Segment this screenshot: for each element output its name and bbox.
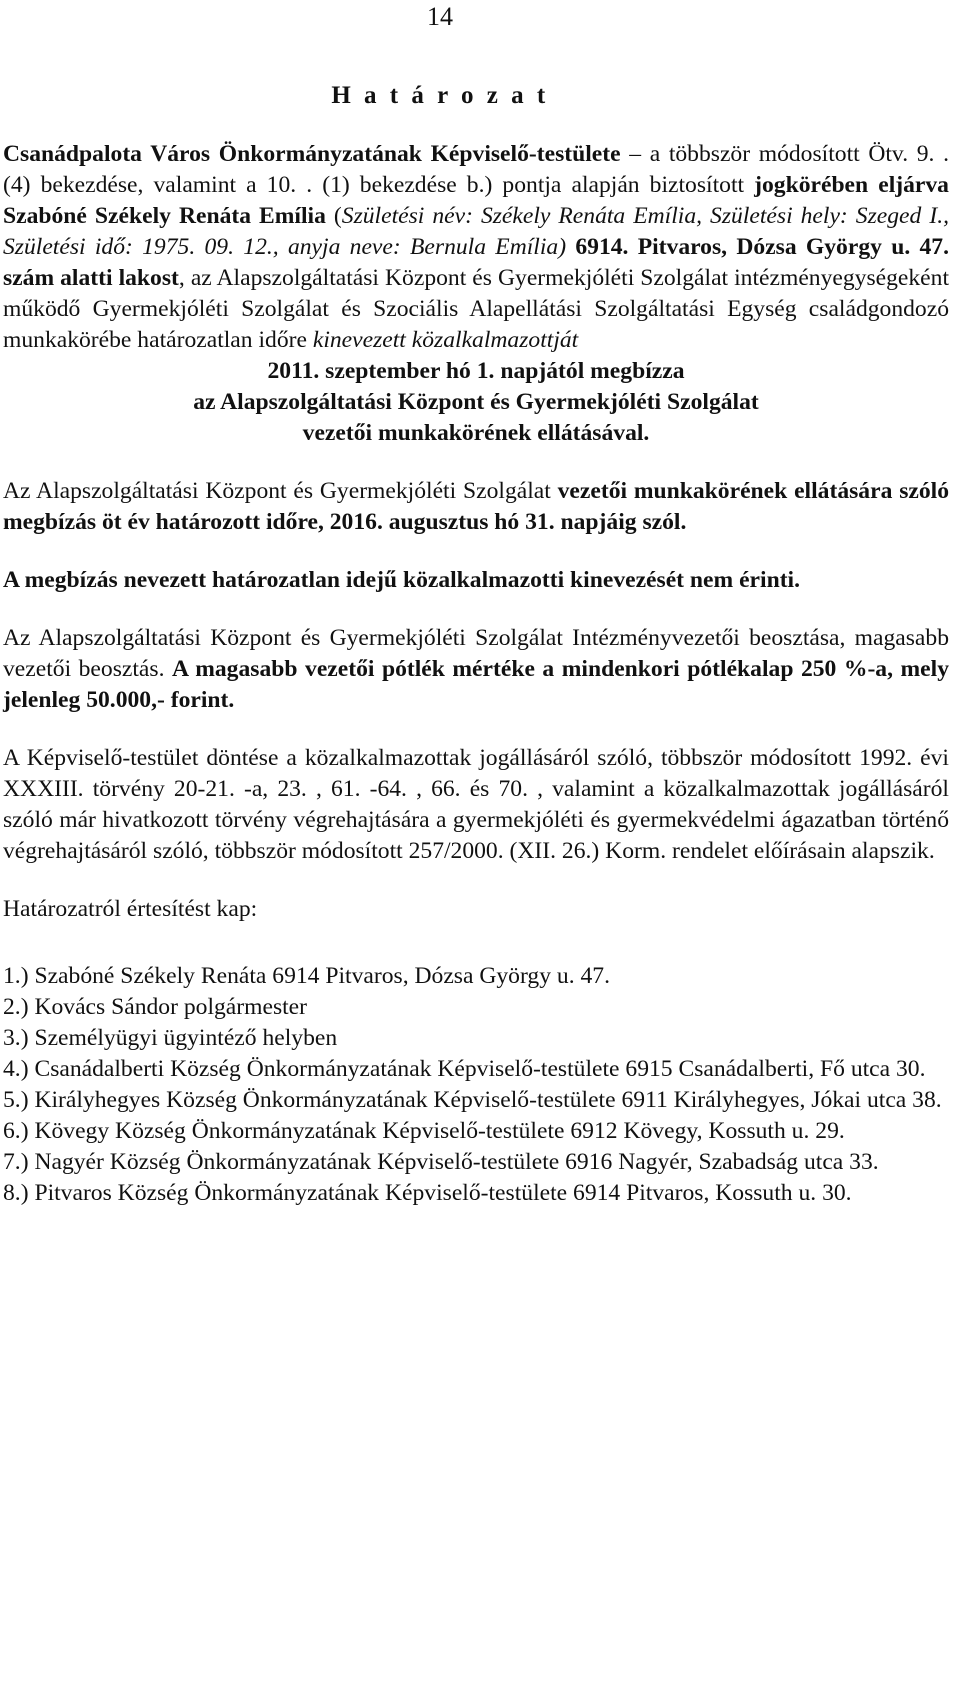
paragraph-not-affected: A megbízás nevezett határozatlan idejű közalkalmazotti kinevezését nem érinti. — [3, 567, 801, 593]
paragraph-term: Az Alapszolgáltatási Központ és Gyermekjóléti Szolgálat vezetői munkakörének ellátására szóló megbízás öt év határozott időre, 2016. augusztus hó 31. napjáig szól. — [3, 478, 949, 535]
address: 6914. Pitvaros, Dózsa György u. 47. szám alatti lakost — [3, 234, 949, 291]
paragraph-decision-intro: Csanádpalota Város Önkormányzatának Képviselő-testülete – a többször módosított Ötv. 9. . (4) bekezdése, valamint a 10. . (1) bekezdése b.) pontja alapján biztosított jogkörében eljárva Szabóné Székely Renáta Emília (Születési név: Székely Renáta Emília, Születési hely: Szeged I., Születési idő: 1975. 09. 12., anyja neve: Bernula Emília) 6914. Pitvaros, Dózsa György u. 47. szám alatti lakost, az Alapszolgáltatási Központ és Gyermekjóléti Szolgálat intézményegységeként működő Gyermekjóléti Szolgálat és Szociális Alapellátási Szolgáltatási Egység családgondozó munkakörébe határozatlan időre kinevezett közalkalmazottját — [3, 141, 949, 353]
page-number: 14 — [427, 2, 453, 31]
council-name: Csanádpalota Város Önkormányzatának Képviselő-testülete — [3, 141, 621, 167]
list-item: 4.) Csanádalberti Község Önkormányzatának Képviselő-testülete 6915 Csanádalberti, Fő utca 30. — [3, 1056, 926, 1082]
list-item: 6.) Kövegy Község Önkormányzatának Képviselő-testülete 6912 Kövegy, Kossuth u. 29. — [3, 1118, 845, 1144]
recipients-list — [3, 961, 949, 1209]
paragraph-legal-basis: A Képviselő-testület döntése a közalkalmazottak jogállásáról szóló, többször módosított 1992. évi XXXIII. törvény 20-21. -a, 23. , 61. -64. , 66. és 70. , valamint a közalkalmazottak jogállásáról szóló már hivatkozott törvény végrehajtására a gyermekjóléti és gyermekvédelmi ágazatban történő végrehajtásáról szóló, többször módosított 257/2000. (XII. 26.) Korm. rendelet előírásain alapszik. — [3, 745, 949, 864]
list-item: 3.) Személyügyi ügyintéző helyben — [3, 1025, 338, 1051]
center-line-3: vezetői munkakörének ellátásával. — [302, 420, 650, 446]
document-title: H a t á r o z a t — [331, 82, 549, 109]
paragraph-allowance: Az Alapszolgáltatási Központ és Gyermekjóléti Szolgálat Intézményvezetői beosztása, magasabb vezetői beosztás. A magasabb vezetői pótlék mértéke a mindenkori pótlékalap 250 %-a, mely jelenleg 50.000,- forint. — [3, 625, 949, 713]
list-item: 5.) Királyhegyes Község Önkormányzatának Képviselő-testülete 6911 Királyhegyes, Jókai utca 38. — [3, 1087, 942, 1113]
center-line-1: 2011. szeptember hó 1. napjától megbízza — [267, 358, 685, 384]
document-body — [3, 139, 949, 1209]
list-item: 8.) Pitvaros Község Önkormányzatának Képviselő-testülete 6914 Pitvaros, Kossuth u. 30. — [3, 1180, 852, 1206]
recipients-title: Határozatról értesítést kap: — [3, 896, 258, 922]
list-item: 1.) Szabóné Székely Renáta 6914 Pitvaros, Dózsa György u. 47. — [3, 963, 610, 989]
personal-details: Születési név: Székely Renáta Emília, Születési hely: Szeged I., Születési idő: 1975. 09. 12., anyja neve: Bernula Emília) — [3, 203, 949, 260]
list-item: 7.) Nagyér Község Önkormányzatának Képviselő-testülete 6916 Nagyér, Szabadság utca 33. — [3, 1149, 879, 1175]
list-item: 2.) Kovács Sándor polgármester — [3, 994, 308, 1020]
center-line-2: az Alapszolgáltatási Központ és Gyermekjóléti Szolgálat — [193, 389, 759, 415]
